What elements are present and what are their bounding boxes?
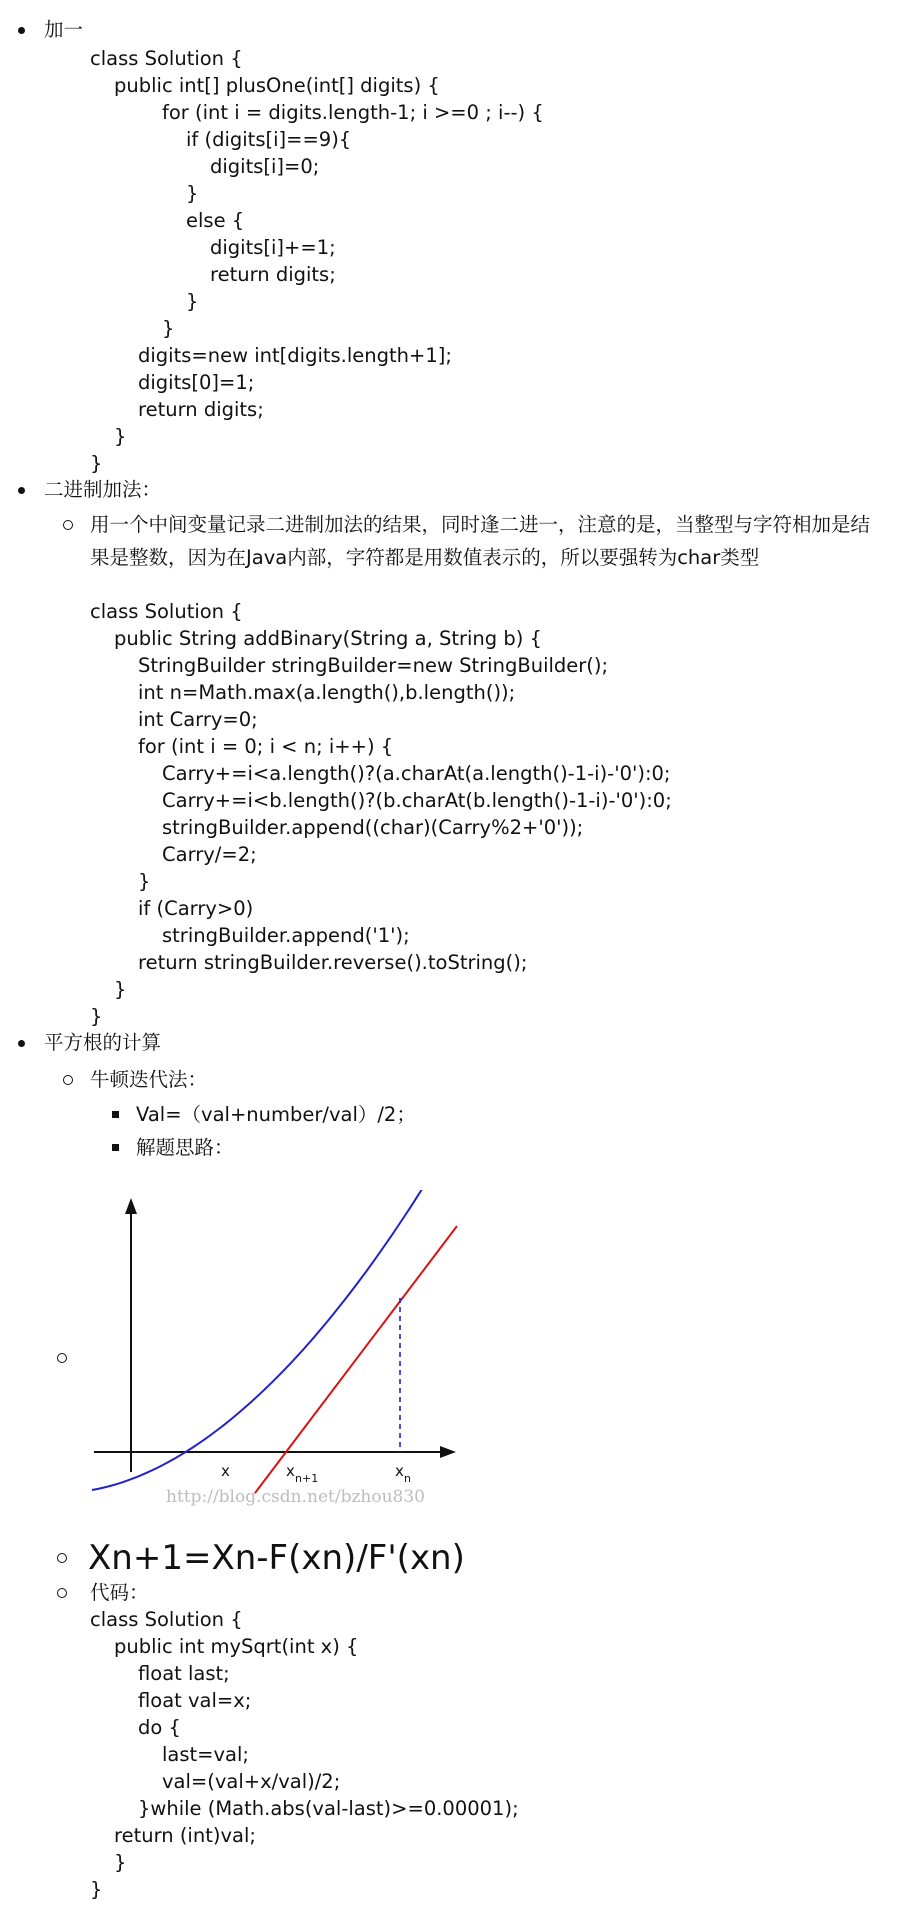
- newton-formula: Xn+1=Xn-F(xn)/F'(xn): [88, 1538, 465, 1578]
- bullet-circle: [63, 520, 73, 530]
- code-line: stringBuilder.append('1');: [162, 924, 410, 947]
- bullet-dot: [18, 1040, 25, 1047]
- label-xn-subscript: n: [404, 1472, 411, 1485]
- code-line: int n=Math.max(a.length(),b.length());: [138, 681, 516, 704]
- code-line: }: [162, 317, 175, 340]
- code-line: }: [114, 978, 127, 1001]
- code-line: last=val;: [162, 1743, 249, 1766]
- code-line: }while (Math.abs(val-last)>=0.00001);: [138, 1797, 519, 1820]
- code-line: digits[i]=0;: [210, 155, 320, 178]
- bullet-circle: [63, 1075, 73, 1085]
- code-line: if (digits[i]==9){: [186, 128, 352, 151]
- idea-item: 解题思路：: [136, 1136, 234, 1159]
- code-line: for (int i = digits.length-1; i >=0 ; i--) {: [162, 101, 544, 124]
- code-line: }: [90, 1005, 103, 1028]
- code-line: }: [90, 1878, 103, 1901]
- code-line: Carry/=2;: [162, 843, 257, 866]
- bullet-dot: [18, 487, 25, 494]
- section-title-binary-add: 二进制加法：: [44, 478, 162, 501]
- code-line: }: [186, 182, 199, 205]
- description-line: 果是整数，因为在Java内部，字符都是用数值表示的，所以要强转为char类型: [90, 546, 760, 569]
- label-xn1: x: [286, 1462, 295, 1480]
- code-line: float last;: [138, 1662, 230, 1685]
- code-line: return stringBuilder.reverse().toString();: [138, 951, 528, 974]
- bullet-square: [112, 1144, 119, 1151]
- code-line: class Solution {: [90, 1608, 243, 1631]
- code-line: if (Carry>0): [138, 897, 254, 920]
- code-line: public int[] plusOne(int[] digits) {: [114, 74, 440, 97]
- watermark-group: [166, 1487, 425, 1507]
- label-xn1-subscript: n+1: [295, 1472, 319, 1485]
- code-line: StringBuilder stringBuilder=new StringBuilder();: [138, 654, 609, 677]
- code-line: return digits;: [210, 263, 336, 286]
- code-line: digits[0]=1;: [138, 371, 255, 394]
- code-line: }: [114, 1851, 127, 1874]
- code-line: class Solution {: [90, 600, 243, 623]
- bullet-square: [112, 1111, 119, 1118]
- code-line: class Solution {: [90, 47, 243, 70]
- code-line: public String addBinary(String a, String b) {: [114, 627, 542, 650]
- description-line: 用一个中间变量记录二进制加法的结果，同时逢二进一，注意的是，当整型与字符相加是结: [90, 513, 871, 536]
- code-line: return (int)val;: [114, 1824, 256, 1847]
- code-line: int Carry=0;: [138, 708, 258, 731]
- x-axis-arrow: [440, 1446, 456, 1458]
- code-line: digits=new int[digits.length+1];: [138, 344, 452, 367]
- code-line: else {: [186, 209, 245, 232]
- function-curve: [92, 1190, 452, 1490]
- bullet-circle: [57, 1588, 67, 1598]
- label-x: x: [221, 1462, 230, 1480]
- newton-method-figure: [90, 1190, 470, 1510]
- code-line: }: [90, 452, 103, 475]
- code-line: for (int i = 0; i < n; i++) {: [138, 735, 394, 758]
- formula-item: Val=（val+number/val）/2；: [136, 1103, 416, 1126]
- code-line: public int mySqrt(int x) {: [114, 1635, 359, 1658]
- section-title-plus-one: 加一: [44, 18, 84, 41]
- bullet-circle: [57, 1353, 67, 1363]
- code-line: }: [138, 870, 151, 893]
- code-line: val=(val+x/val)/2;: [162, 1770, 341, 1793]
- code-line: Carry+=i<a.length()?(a.charAt(a.length()-1-i)-'0'):0;: [162, 762, 671, 785]
- code-label: 代码：: [90, 1581, 149, 1604]
- section-title-sqrt: 平方根的计算: [44, 1031, 162, 1054]
- code-line: }: [186, 290, 199, 313]
- code-line: float val=x;: [138, 1689, 252, 1712]
- code-line: }: [114, 425, 127, 448]
- bullet-dot: [18, 27, 25, 34]
- code-line: do {: [138, 1716, 181, 1739]
- code-line: digits[i]+=1;: [210, 236, 336, 259]
- bullet-circle: [57, 1553, 67, 1563]
- y-axis-arrow: [125, 1198, 137, 1214]
- code-line: stringBuilder.append((char)(Carry%2+'0'));: [162, 816, 584, 839]
- watermark: http://blog.csdn.net/bzhou830: [166, 1487, 425, 1507]
- method-label: 牛顿迭代法：: [90, 1068, 208, 1091]
- code-line: return digits;: [138, 398, 264, 421]
- label-xn: x: [395, 1462, 404, 1480]
- code-line: Carry+=i<b.length()?(b.charAt(b.length()-1-i)-'0'):0;: [162, 789, 672, 812]
